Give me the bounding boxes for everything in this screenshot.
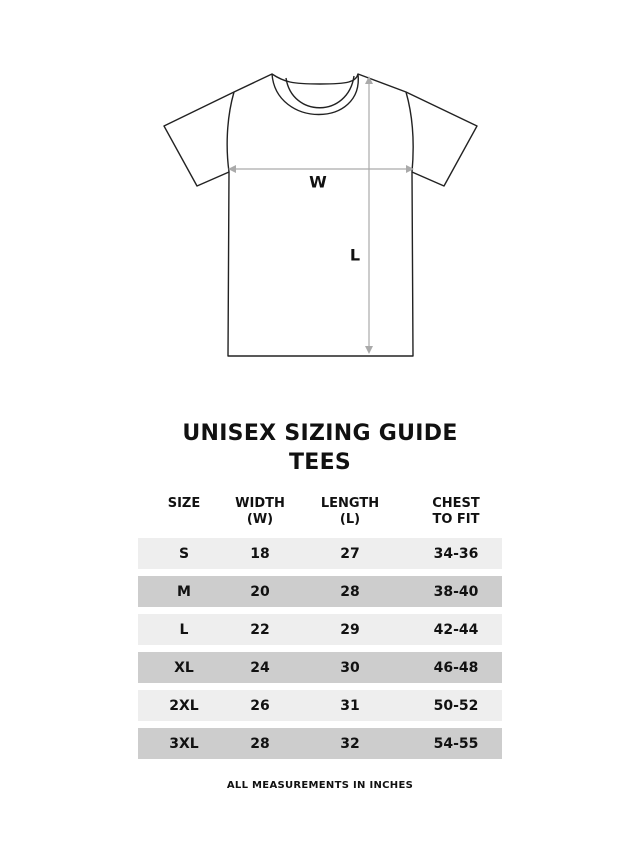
table-row — [138, 690, 502, 721]
cell-length: 28 — [340, 583, 360, 600]
cell-length: 30 — [340, 659, 360, 676]
cell-width: 26 — [250, 697, 270, 714]
table-row — [138, 614, 502, 645]
table-header — [138, 496, 502, 534]
cell-size: M — [177, 583, 191, 600]
tshirt-diagram — [0, 0, 640, 380]
cell-size: 3XL — [169, 735, 199, 752]
cell-size: 2XL — [169, 697, 199, 714]
cell-length: 31 — [340, 697, 360, 714]
table-body — [138, 538, 502, 759]
width-label: W — [309, 172, 327, 192]
cell-length: 27 — [340, 545, 360, 562]
header-chest: CHEST TO FIT — [432, 496, 480, 527]
cell-width: 28 — [250, 735, 270, 752]
cell-chest: 46-48 — [433, 659, 479, 676]
size-table — [138, 496, 502, 759]
table-row — [138, 538, 502, 569]
cell-chest: 50-52 — [433, 697, 479, 714]
cell-size: XL — [174, 659, 194, 676]
cell-length: 29 — [340, 621, 360, 638]
cell-width: 18 — [250, 545, 270, 562]
table-row — [138, 652, 502, 683]
cell-width: 24 — [250, 659, 270, 676]
cell-size: S — [178, 545, 190, 562]
cell-size: L — [179, 621, 189, 638]
page-title: UNISEX SIZING GUIDE — [182, 421, 458, 446]
table-row — [138, 576, 502, 607]
page-subtitle: TEES — [288, 450, 352, 475]
table-row — [138, 728, 502, 759]
length-label: L — [349, 245, 361, 265]
header-width: WIDTH (W) — [235, 496, 285, 527]
cell-chest: 34-36 — [433, 545, 479, 562]
cell-width: 22 — [250, 621, 270, 638]
cell-chest: 42-44 — [433, 621, 479, 638]
cell-chest: 54-55 — [433, 735, 479, 752]
header-length: LENGTH (L) — [320, 496, 380, 527]
cell-length: 32 — [340, 735, 360, 752]
header-size: SIZE — [167, 496, 201, 511]
cell-chest: 38-40 — [433, 583, 479, 600]
cell-width: 20 — [250, 583, 270, 600]
footer-note: ALL MEASUREMENTS IN INCHES — [226, 780, 414, 791]
